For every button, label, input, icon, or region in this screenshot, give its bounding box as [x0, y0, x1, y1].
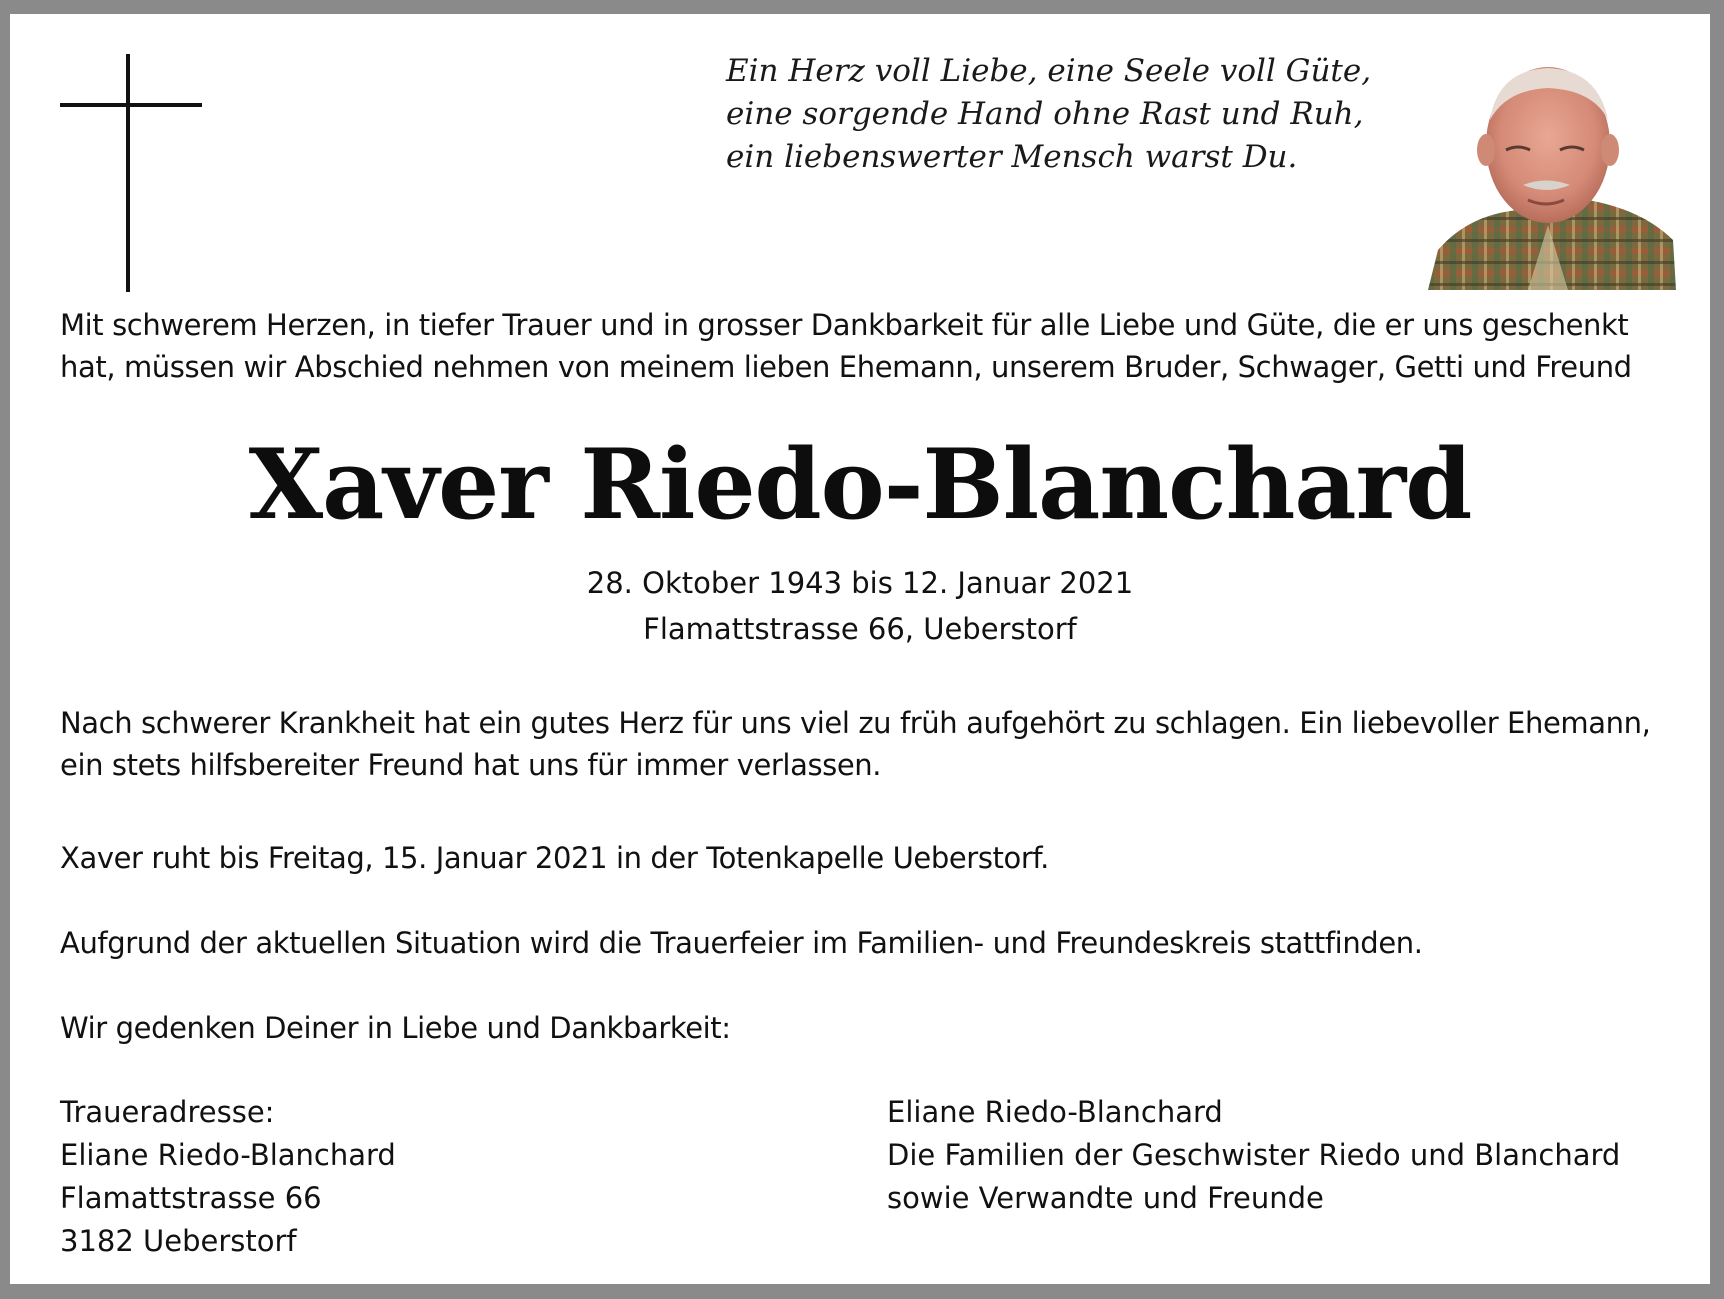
portrait-photo	[1428, 50, 1676, 290]
deceased-address: Flamattstrasse 66, Ueberstorf	[643, 612, 1077, 646]
paragraph-line: Xaver ruht bis Freitag, 15. Januar 2021 in der Totenkapelle Ueberstorf.	[60, 841, 1049, 875]
intro-line: hat, müssen wir Abschied nehmen von meinem lieben Ehemann, unserem Bruder, Schwager, Getti und Freund	[60, 350, 1632, 384]
paragraph-viewing	[60, 837, 1700, 879]
address-label: Traueradresse:	[60, 1095, 275, 1129]
verse-line: ein liebenswerter Mensch warst Du.	[726, 139, 1298, 175]
paragraph-ceremony	[60, 922, 1700, 964]
address-name: Eliane Riedo-Blanchard	[60, 1138, 396, 1172]
mourner-line: Eliane Riedo-Blanchard	[887, 1095, 1223, 1129]
life-details	[10, 560, 1710, 652]
mourning-address	[60, 1091, 760, 1263]
verse-line: Ein Herz voll Liebe, eine Seele voll Güte,	[726, 53, 1372, 89]
paragraph-line: ein stets hilfsbereiter Freund hat uns für immer verlassen.	[60, 748, 882, 782]
cross-vertical-bar	[126, 54, 130, 292]
address-city: 3182 Ueberstorf	[60, 1224, 297, 1258]
intro-line: Mit schwerem Herzen, in tiefer Trauer und in grosser Dankbarkeit für alle Liebe und Güte, die er uns geschenkt	[60, 308, 1629, 342]
mourners-list	[887, 1091, 1687, 1220]
obituary-notice	[10, 14, 1710, 1284]
mourner-line: Die Familien der Geschwister Riedo und Blanchard	[887, 1138, 1621, 1172]
verse-line: eine sorgende Hand ohne Rast und Ruh,	[726, 96, 1364, 132]
paragraph-line: Wir gedenken Deiner in Liebe und Dankbarkeit:	[60, 1011, 731, 1045]
deceased-name: Xaver Riedo-Blanchard	[248, 428, 1472, 541]
paragraph-remembrance	[60, 1007, 1700, 1049]
paragraph-illness	[60, 702, 1700, 786]
address-street: Flamattstrasse 66	[60, 1181, 322, 1215]
paragraph-line: Nach schwerer Krankheit hat ein gutes Herz für uns viel zu früh aufgehört zu schlagen. Ein liebevoller Ehemann,	[60, 706, 1651, 740]
memorial-verse	[726, 50, 1372, 179]
mourner-line: sowie Verwandte und Freunde	[887, 1181, 1324, 1215]
paragraph-line: Aufgrund der aktuellen Situation wird die Trauerfeier im Familien- und Freundeskreis stattfinden.	[60, 926, 1423, 960]
intro-text	[60, 304, 1690, 388]
cross-horizontal-bar	[60, 103, 202, 107]
life-dates: 28. Oktober 1943 bis 12. Januar 2021	[586, 566, 1134, 600]
